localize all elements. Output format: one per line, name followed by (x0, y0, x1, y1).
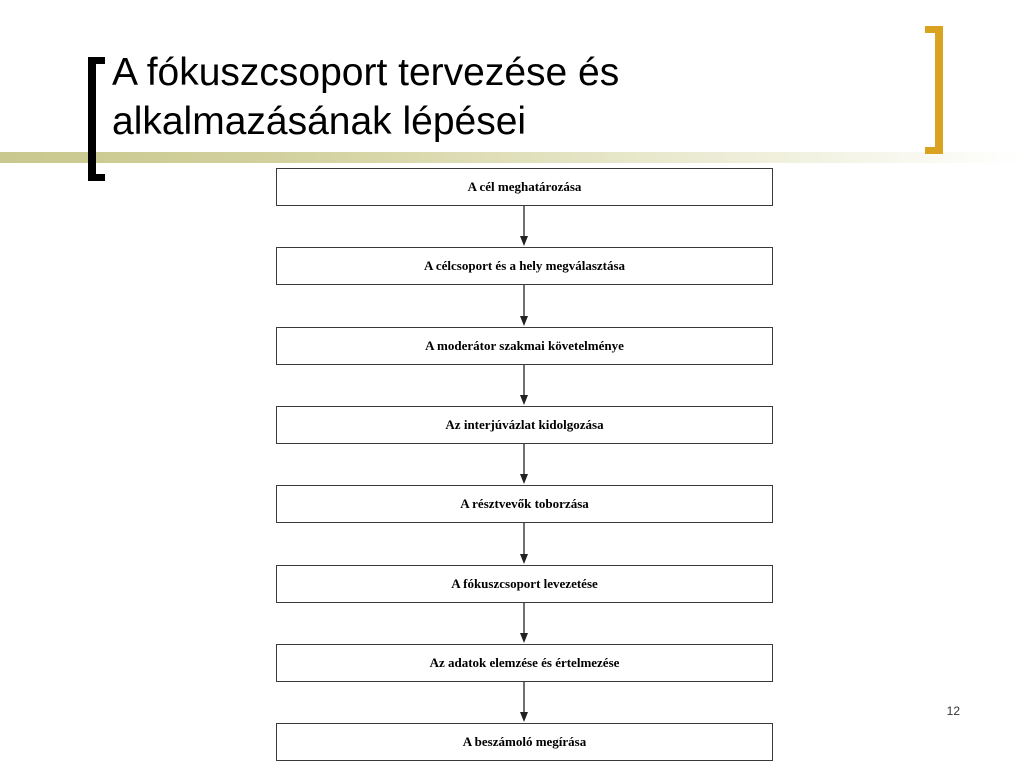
flow-step-goal-definition: A cél meghatározása (276, 168, 773, 206)
title-underline-bar (0, 152, 1024, 163)
flow-arrow-6 (520, 603, 528, 643)
right-bracket-decoration (925, 26, 943, 154)
slide-title (112, 48, 912, 146)
flow-step-target-group-and-location: A célcsoport és a hely megválasztása (276, 247, 773, 285)
slide-title-line-2: alkalmazásának lépései (112, 100, 527, 143)
page-number: 12 (946, 704, 960, 718)
flow-arrow-5 (520, 523, 528, 564)
flow-arrow-7 (520, 682, 528, 722)
flow-step-interview-guide: Az interjúvázlat kidolgozása (276, 406, 773, 444)
flow-arrow-1 (520, 206, 528, 246)
flow-arrow-4 (520, 444, 528, 484)
flow-arrow-2 (520, 285, 528, 326)
slide-title-line-1: A fókuszcsoport tervezése és (112, 51, 620, 94)
flow-step-moderator-requirements: A moderátor szakmai követelménye (276, 327, 773, 365)
flow-step-conducting-focus-group: A fókuszcsoport levezetése (276, 565, 773, 603)
flow-step-data-analysis: Az adatok elemzése és értelmezése (276, 644, 773, 682)
flow-arrow-3 (520, 365, 528, 405)
flow-step-report-writing: A beszámoló megírása (276, 723, 773, 761)
flow-step-participant-recruitment: A résztvevők toborzása (276, 485, 773, 523)
left-bracket-decoration (88, 57, 105, 181)
